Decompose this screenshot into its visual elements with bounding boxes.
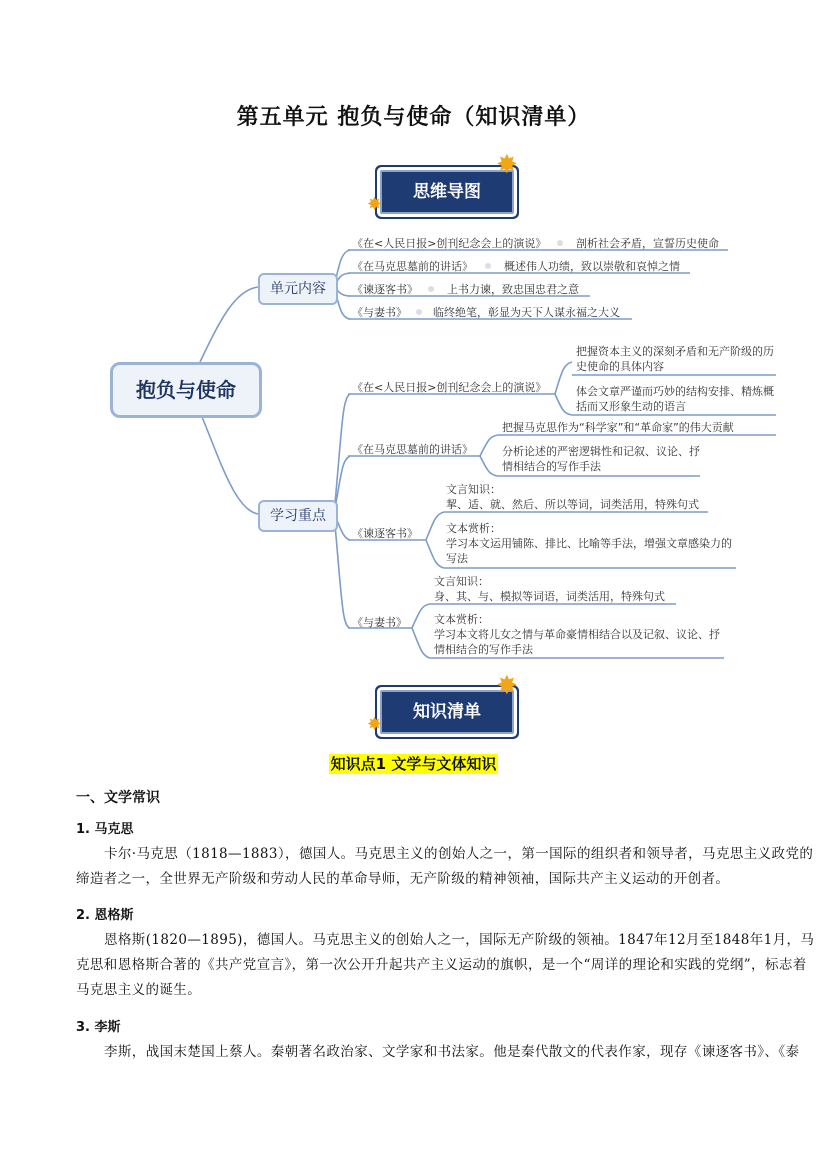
key-point: 文本赏析： 学习本文运用铺陈、排比、比喻等手法，增强文章感染力的写法: [446, 522, 732, 565]
key-item-source: 《谏逐客书》: [352, 527, 418, 540]
key-point: 把握资本主义的深刻矛盾和无产阶级的历史使命的具体内容: [576, 345, 774, 373]
key-point: 把握马克思作为“科学家”和“革命家”的伟大贡献: [502, 421, 734, 434]
star-icon: ✸: [367, 714, 383, 735]
mindmap-root: 抱负与使命: [110, 362, 262, 418]
star-icon: ✸: [367, 194, 383, 215]
knowledge-point-heading: 知识点1 文学与文体知识: [330, 755, 497, 773]
bullet-dot: [416, 309, 422, 315]
mindmap-banner: 思维导图: [380, 170, 514, 214]
star-icon: ✸: [496, 150, 518, 180]
entry-heading: 2. 恩格斯: [76, 908, 134, 923]
entry-paragraph: 恩格斯(1820—1895)，德国人。马克思主义的创始人之一，国际无产阶级的领袖。1847年12月至1848年1月，马克思和恩格斯合著的《共产党宣言》，第一次公开升起共产主义运动的旗帜，是一个“周详的理论和实践的党纲”，标志着马克思主义的诞生。: [76, 932, 815, 998]
key-point: 文言知识： 身、其、与、模拟等词语，词类活用，特殊句式: [434, 575, 665, 603]
unit-item-desc: 概述伟人功绩，致以崇敬和哀悼之情: [504, 260, 680, 273]
section-heading: 一、文学常识: [76, 790, 160, 806]
unit-item-desc: 临终绝笔，彰显为天下人谋永福之大义: [433, 306, 620, 319]
page-title: 第五单元 抱负与使命（知识清单）: [236, 105, 591, 130]
unit-item-source: 《在<人民日报>创刊纪念会上的演说》: [352, 237, 547, 250]
key-point: 文本赏析： 学习本文将儿女之情与革命豪情相结合以及记叙、议论、抒情相结合的写作手法: [434, 613, 720, 656]
star-icon: ✸: [496, 671, 518, 701]
bullet-dot: [557, 240, 563, 246]
key-point: 体会文章严谨而巧妙的结构安排、精炼概括而又形象生动的语言: [576, 385, 774, 413]
key-point: 文言知识： 挈、适、就、然后、所以等词，词类活用，特殊句式: [446, 483, 699, 511]
unit-item-desc: 上书力谏，致忠国忠君之意: [447, 283, 579, 296]
bullet-dot: [485, 263, 491, 269]
entry-heading: 1. 马克思: [76, 822, 134, 837]
entry-paragraph: 李斯，战国末楚国上蔡人。秦朝著名政治家、文学家和书法家。他是秦代散文的代表作家，现存《谏逐客书》、《泰: [104, 1044, 800, 1060]
key-item-source: 《在马克思墓前的讲话》: [352, 443, 473, 456]
key-item-source: 《与妻书》: [352, 616, 407, 629]
entry-paragraph: 卡尔·马克思（1818—1883），德国人。马克思主义的创始人之一，第一国际的组织者和领导者，马克思主义政党的缔造者之一，全世界无产阶级和劳动人民的革命导师，无产阶级的精神领袖，国际共产主义运动的开创者。: [76, 846, 814, 887]
key-point: 分析论述的严密逻辑性和记叙、议论、抒情相结合的写作手法: [502, 445, 700, 473]
knowledge-list-banner: 知识清单: [380, 690, 514, 734]
entry-heading: 3. 李斯: [76, 1020, 121, 1035]
mindmap-branch-key-points: 学习重点: [258, 500, 338, 532]
mindmap-branch-unit-content: 单元内容: [258, 273, 338, 305]
unit-item-source: 《与妻书》: [352, 306, 407, 319]
unit-item-source: 《谏逐客书》: [352, 283, 418, 296]
unit-item-source: 《在马克思墓前的讲话》: [352, 260, 473, 273]
key-item-source: 《在<人民日报>创刊纪念会上的演说》: [352, 381, 547, 394]
bullet-dot: [428, 286, 434, 292]
unit-item-desc: 剖析社会矛盾，宣誓历史使命: [576, 237, 719, 250]
